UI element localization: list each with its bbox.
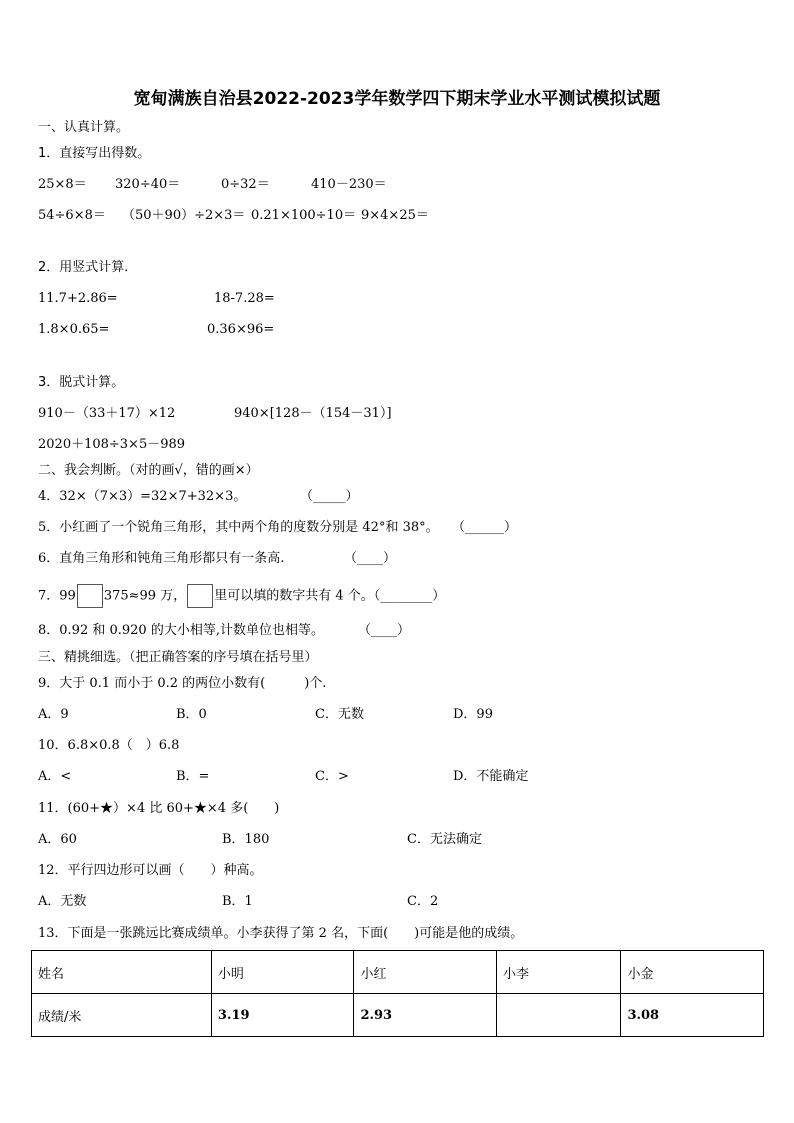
q3-label: 3．脱式计算。: [38, 375, 125, 390]
q7-part-1: 7．99: [38, 588, 76, 604]
q9-option[interactable]: C．无数: [315, 707, 364, 722]
table-cell: 2.93: [354, 994, 497, 1037]
q10-option[interactable]: B．=: [176, 769, 210, 784]
table-header-row: [32, 951, 764, 994]
q1-item: （50＋90）÷2×3＝: [122, 208, 246, 223]
page-title: 宽甸满族自治县2022-2023学年数学四下期末学业水平测试模拟试题: [133, 89, 661, 109]
section-1-heading: 一、认真计算。: [38, 120, 130, 135]
q2-item: 1.8×0.65=: [38, 322, 110, 337]
q1-item: 410－230＝: [311, 177, 387, 192]
q2-label: 2．用竖式计算．: [38, 260, 138, 275]
table-row: [32, 994, 764, 1037]
q1-item: 54÷6×8＝: [38, 208, 106, 223]
q10-text: 10．6.8×0.8（ ）6.8: [38, 738, 180, 753]
q8-text: 8．0.92 和 0.920 的大小相等,计数单位也相等。: [38, 623, 324, 638]
table-cell: 3.08: [621, 994, 764, 1037]
table-cell-empty[interactable]: [496, 994, 620, 1037]
q13-text: 13．下面是一张跳远比赛成绩单。小李获得了第 2 名，下面( )可能是他的成绩。: [38, 926, 524, 941]
q12-option[interactable]: B．1: [222, 894, 253, 909]
q3-item: 940×[128－（154－31）]: [234, 406, 392, 421]
q1-item: 0.21×100÷10＝: [251, 208, 357, 223]
q7-part-3: 里可以填的数字共有 4 个。: [214, 588, 374, 604]
q7-answer-blank[interactable]: （________）: [373, 588, 446, 604]
q12-option[interactable]: A．无数: [38, 894, 87, 909]
digit-box[interactable]: [187, 584, 213, 608]
q9-option[interactable]: D．99: [453, 707, 493, 722]
q7-part-2: 375≈99 万，: [103, 588, 187, 604]
q1-item: 9×4×25＝: [361, 208, 429, 223]
q4-answer-blank[interactable]: （_____）: [300, 489, 359, 504]
q12-text: 12．平行四边形可以画（ ）种高。: [38, 863, 263, 878]
q7-text: [38, 584, 445, 609]
q9-text: 9．大于 0.1 而小于 0.2 的两位小数有( )个.: [38, 676, 327, 691]
q11-text: 11．(60+★）×4 比 60+★×4 多( ): [38, 801, 280, 816]
q2-item: 0.36×96=: [207, 322, 275, 337]
q10-option[interactable]: C．>: [315, 769, 349, 784]
q1-item: 0÷32＝: [221, 177, 270, 192]
q12-option[interactable]: C．2: [407, 894, 439, 909]
table-header-cell: 小金: [621, 951, 764, 994]
q6-text: 6．直角三角形和钝角三角形都只有一条高.: [38, 551, 285, 566]
q1-label: 1．直接写出得数。: [38, 146, 151, 161]
q1-item: 320÷40＝: [115, 177, 181, 192]
q4-text: 4．32×（7×3）=32×7+32×3。: [38, 489, 247, 504]
q5-answer-blank[interactable]: （______）: [452, 520, 518, 535]
q6-answer-blank[interactable]: （____）: [344, 551, 397, 566]
q8-answer-blank[interactable]: （____）: [358, 623, 411, 638]
q2-item: 11.7+2.86=: [38, 291, 118, 306]
q9-option[interactable]: B．0: [176, 707, 207, 722]
table-cell: 3.19: [211, 994, 354, 1037]
q11-option[interactable]: A．60: [38, 832, 77, 847]
score-table: [31, 950, 764, 1037]
table-cell: 成绩/米: [32, 994, 212, 1037]
table-header-cell: 小红: [354, 951, 497, 994]
q11-option[interactable]: C．无法确定: [407, 832, 482, 847]
q10-option[interactable]: A．<: [38, 769, 72, 784]
table-header-cell: 小明: [211, 951, 354, 994]
q9-option[interactable]: A．9: [38, 707, 69, 722]
q10-option[interactable]: D．不能确定: [453, 769, 529, 784]
q3-item: 2020＋108÷3×5－989: [38, 437, 186, 452]
digit-box[interactable]: [77, 584, 103, 608]
q1-item: 25×8＝: [38, 177, 87, 192]
q5-text: 5．小红画了一个锐角三角形，其中两个角的度数分别是 42°和 38°。: [38, 520, 439, 535]
q11-option[interactable]: B．180: [222, 832, 270, 847]
q3-item: 910－（33＋17）×12: [38, 406, 176, 421]
q2-item: 18-7.28=: [214, 291, 275, 306]
section-2-heading: 二、我会判断。（对的画√，错的画×）: [38, 463, 259, 478]
table-header-cell: 姓名: [32, 951, 212, 994]
section-3-heading: 三、精挑细选。（把正确答案的序号填在括号里）: [38, 650, 318, 665]
table-header-cell: 小李: [496, 951, 620, 994]
